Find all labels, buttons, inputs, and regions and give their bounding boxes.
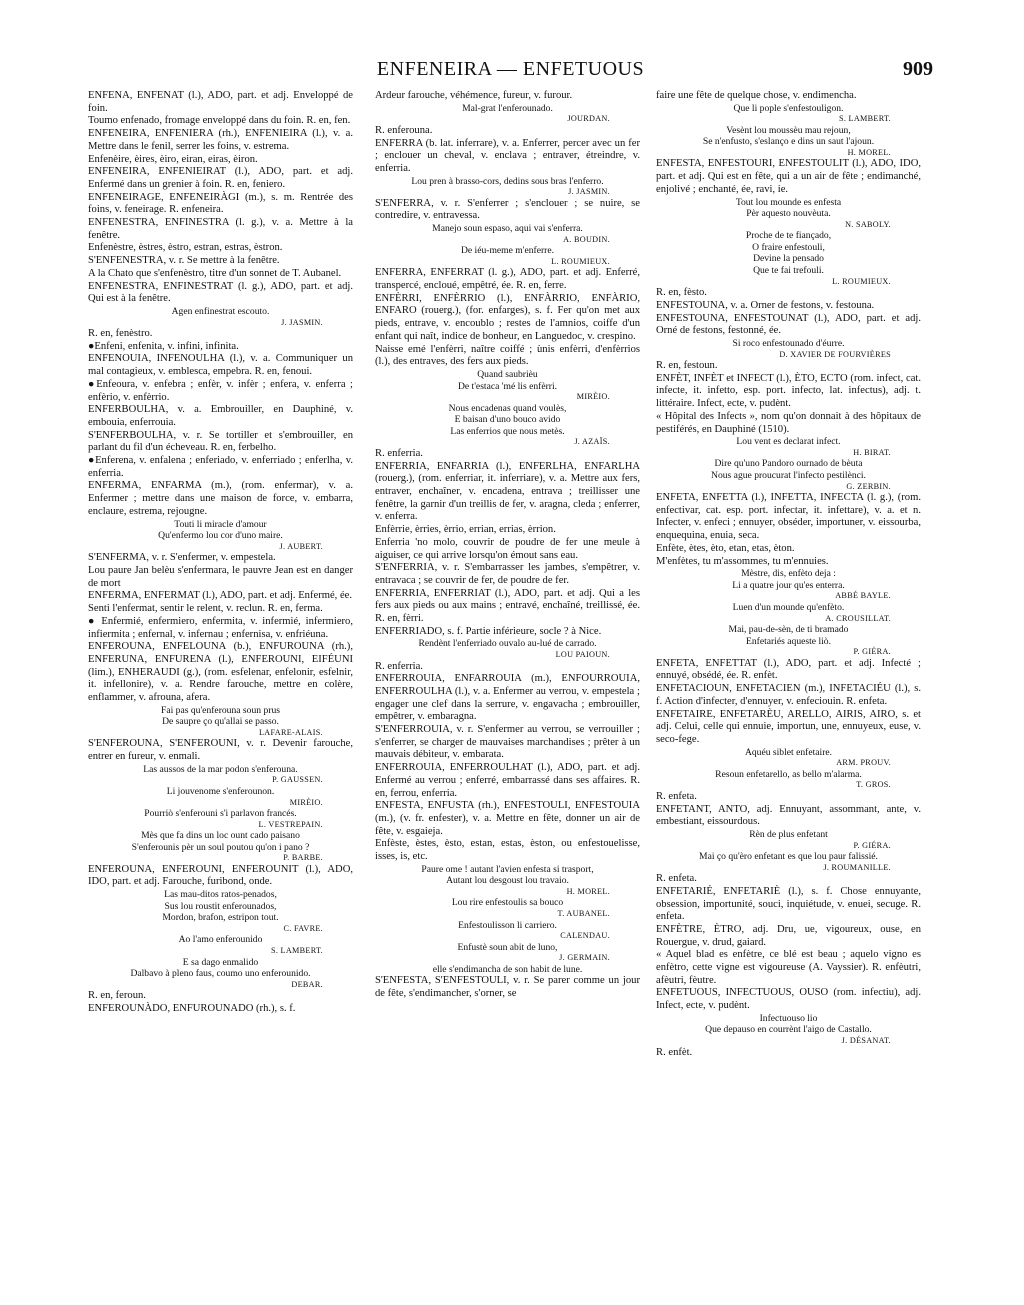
entry-paragraph: Enfète, ètes, èto, etan, etas, èton. <box>656 542 795 554</box>
quotation-line: Que te fai trefouli. <box>753 265 824 277</box>
entry-paragraph: ENFERRIA, ENFARRIA (l.), ENFERLHA, ENFARLHA (rouerg.), (rom. enferriar, it. inferriare), v. a. Mettre aux fers, entraver, enchaîner, v. encadena, entrava ; treillisser une fenêtre, la garnir d'un treillis de fer, v. aragna, cleda ; enferrer, v. enferra. <box>375 460 640 523</box>
source-attribution: P. GIÉRA. <box>853 840 891 850</box>
source-attribution: P. GIÉRA. <box>853 647 891 657</box>
entry-paragraph: ENFÈTRE, ÈTRO, adj. Dru, ue, vigoureux, ouse, en Rouergue, v. drud, gaiard. <box>656 923 921 948</box>
source-attribution: N. SABOLY. <box>845 219 891 229</box>
entry-paragraph: ENFETA, ENFETTA (l.), INFETTA, INFECTA (l. g.), (rom. enfectivar, cat. esp. port. infectar, it. infettare), v. a. et n. Infecter, v. enfeci ; ennuyer, obséder, importuner, v. eissourba, enquequina, enuia, seca. <box>656 492 921 542</box>
entry-paragraph: ENFETAIRE, ENFETARÈU, ARELLO, AIRIS, AIRO, s. et adj. Celui, celle qui ennuie, importun, une, ennuyeux, euse, v. seco-fege. <box>656 708 921 745</box>
entry-paragraph: ENFEROUNÀDO, ENFUROUNADO (rh.), s. f. <box>88 1002 296 1014</box>
entry-paragraph: ENFENESTRA, ENFINESTRAT (l. g.), ADO, part. et adj. Qui est à la fenêtre. <box>88 280 353 305</box>
source-attribution: J. AZAÏS. <box>574 437 610 447</box>
entry-paragraph: ENFERROUIA, ENFERROULHAT (l.), ADO, part. et adj. Enfermé au verrou ; enferré, embarrassé dans ses affaires. R. en, ferrou, enferria. <box>375 762 640 799</box>
source-attribution: H. MOREL. <box>566 886 610 896</box>
quotation-line: Lou vent es declarat infect. <box>736 436 841 448</box>
entry-paragraph: ●Enfeoura, v. enfebra ; enfèr, v. infèr ; enfera, v. enferra ; enfèrio, v. enfèrrio. <box>88 378 353 403</box>
quotation-line: O fraire enfestouli, <box>752 241 825 253</box>
entry-paragraph: ENFETUOUS, INFECTUOUS, OUSO (rom. infectiu), adj. Infect, ecte, v. pudènt. <box>656 987 921 1012</box>
entry-paragraph: R. enfeta. <box>656 873 697 885</box>
quotation-line: Resoun enfetarello, as bello m'alarma. <box>715 768 862 780</box>
quotation-line: Dalbavo à pleno faus, coumo uno enferounido. <box>130 968 311 980</box>
entry-paragraph: Enfenèstre, èstres, èstro, estran, estras, èstron. <box>88 242 283 254</box>
running-header <box>88 58 933 86</box>
source-attribution: P. GAUSSEN. <box>272 775 323 785</box>
quotation-line: Nous ague proucurat l'infecto pestilènci. <box>711 469 866 481</box>
quotation-line: Touti li miracle d'amour <box>174 518 267 530</box>
entry-paragraph: R. en, fenèstro. <box>88 328 153 340</box>
quotation-line: Las mau-ditos ratos-penados, <box>164 889 277 901</box>
entry-paragraph: ENFERMA, ENFARMA (m.), (rom. enfermar), v. a. Enfermer ; mettre dans une maison de force, v. embarra, enclaure, estrema, rejougne. <box>88 480 353 517</box>
source-attribution: T. AUBANEL. <box>557 909 610 919</box>
quotation-line: Que li pople s'enfestouligon. <box>733 102 844 114</box>
quotation-line: Aquéu siblet enfetaire. <box>744 746 833 758</box>
entry-paragraph: ENFENEIRA, ENFENIERA (rh.), ENFENIEIRA (l.), v. a. Mettre dans le fenil, serrer les foins, v. estrema. <box>88 128 353 152</box>
source-attribution: J. GERMAIN. <box>559 953 610 963</box>
entry-paragraph: S'ENFERROUIA, v. r. S'enfermer au verrou, se verrouiller ; s'enferrer, se charger de mauvaises marchandises ; prêter à un mauvais débiteur, v. embarata. <box>375 724 640 761</box>
page-number: 909 <box>903 58 933 80</box>
entry-paragraph: Enfèste, èstes, èsto, estan, estas, èston, ou enfestouelisse, isses, is, etc. <box>375 838 640 863</box>
source-attribution: CALENDAU. <box>560 931 610 941</box>
entry-paragraph: Toumo enfenado, fromage enveloppé dans du foin. R. en, fen. <box>88 115 351 127</box>
source-attribution: H. BIRAT. <box>853 447 891 457</box>
source-attribution: LOU PAIOUN. <box>555 650 610 660</box>
source-attribution: MIRÈIO. <box>289 797 323 807</box>
entry-paragraph: « Aquel blad es enfètre, ce blé est beau ; aquelo vigno es enfètro, cette vigne est vigoureuse (A. Vayssier). R. enfèutri, afèutri, fèutre. <box>656 949 921 986</box>
quotation-line: Pèr aquesto nouvèuta. <box>746 208 831 220</box>
entry-paragraph: ENFEROUNA, ENFELOUNA (b.), ENFUROUNA (rh.), ENFERUNA, ENFURENA (l.), ENFEROUNI, EIFÉUNI (lim.), ENHERAUDI (g.), (rom. esfelenar, enfelonir, esfelnir, it. infellonire), v. a. Rendre farouche, mettre en colère, enflammer, v. afrouna, afera. <box>88 641 353 704</box>
entry-paragraph: M'enfètes, tu m'assommes, tu m'ennuies. <box>656 555 829 567</box>
quotation-line: Qu'enfermo lou cor d'uno maire. <box>158 530 283 542</box>
source-attribution: L. ROUMIEUX. <box>551 256 610 266</box>
quotation-line: Enfustè soun abit de luno, <box>457 941 558 953</box>
source-attribution: L. VESTREPAIN. <box>258 819 323 829</box>
quotation-line: De iéu-meme m'enferre. <box>460 245 555 257</box>
entry-paragraph: « Hôpital des Infects », nom qu'on donnait à des hôpitaux de pestiférés, en Dauphiné (1510). <box>656 410 921 435</box>
entry-paragraph: ENFESTA, ENFESTOURI, ENFESTOULIT (l.), ADO, IDO, part. et adj. Qui est en fête, qui a un air de fête ; endimanché, enjolivé ; enchanté, ée, ravi, ie. <box>656 158 921 195</box>
entry-paragraph: Senti l'enfermat, sentir le relent, v. reclun. R. en, ferma. <box>88 603 323 615</box>
entry-paragraph: S'ENFENESTRA, v. r. Se mettre à la fenêtre. <box>88 255 280 267</box>
quotation-line: Pourriò s'enferouni s'i parlavon francés. <box>144 808 297 819</box>
source-attribution: A. CROUSILLAT. <box>825 613 891 623</box>
source-attribution: JOURDAN. <box>567 114 610 124</box>
quotation-line: Tout lou mounde es enfesta <box>735 196 842 208</box>
quotation-line: Fai pas qu'enferouna soun prus <box>161 704 280 716</box>
quotation-line: S'enferounis pèr un soul poutou qu'on i pano ? <box>131 841 310 853</box>
quotation-line: De saupre ço qu'allai se passo. <box>162 716 279 728</box>
source-attribution: H. MOREL. <box>847 147 891 157</box>
entry-paragraph: R. en, festoun. <box>656 360 718 372</box>
entry-paragraph: R. enfeta. <box>656 790 697 802</box>
column-middle <box>375 90 640 1290</box>
entry-paragraph: R. enferria. <box>375 660 423 672</box>
source-attribution: J. JASMIN. <box>281 317 323 327</box>
entry-paragraph: S'ENFERRA, v. r. S'enferrer ; s'enclouer ; se nuire, se contredire, v. entravessa. <box>375 197 640 222</box>
quotation-line: Li a quatre jour qu'es enterra. <box>732 579 845 591</box>
quotation-line: elle s'endimancha de son habit de lune. <box>432 963 583 975</box>
entry-paragraph: faire une fête de quelque chose, v. endimencha. <box>656 90 857 101</box>
quotation-line: Mai, pau-de-sèn, de ti bramado <box>728 624 849 636</box>
entry-paragraph: R. enferria. <box>375 447 423 459</box>
quotation-line: Proche de te fiançado, <box>745 230 832 242</box>
source-attribution: LAFARE-ALAIS. <box>258 727 323 737</box>
quotation-line: Sus lou roustit enferounados, <box>164 900 277 912</box>
quotation-line: Quand saubrièu <box>477 368 538 380</box>
entry-paragraph: Enfenèire, èires, èiro, eiran, eiras, èiron. <box>88 153 258 165</box>
quotation-line: Mal-grat l'enferounado. <box>462 102 553 114</box>
entry-paragraph: ENFERMA, ENFERMAT (l.), ADO, part. et adj. Enfermé, ée. <box>88 590 353 602</box>
source-attribution: ABBÉ BAYLE. <box>835 591 891 601</box>
entry-paragraph: ENFENA, ENFENAT (l.), ADO, part. et adj. Enveloppé de foin. <box>88 90 353 114</box>
source-attribution: D. XAVIER DE FOURVIÈRES <box>779 349 891 359</box>
entry-paragraph: ENFESTA, ENFUSTA (rh.), ENFESTOULI, ENFESTOUIA (m.), (v. fr. enfester), v. a. Mettre en fête, donner un air de fête, v. esgaieja. <box>375 800 640 837</box>
quotation-line: Enfetariés aqueste liò. <box>746 635 831 647</box>
source-attribution: T. GROS. <box>856 780 891 790</box>
quotation-line: Paure ome ! autant l'avien enfesta si trasport, <box>421 863 594 875</box>
quotation-line: Que depauso en courrènt l'aigo de Castallo. <box>705 1024 872 1036</box>
entry-paragraph: ●Enfeni, enfenita, v. infini, infinita. <box>88 340 239 352</box>
entry-paragraph: ENFÈRRI, ENFÈRRIO (l.), ENFÀRRIO, ENFÀRIO, ENFARO (rouerg.), (for. enfarges), s. f. Fer qu'on met aux pieds, entrave, v. encoublo ; restes de l'amnios, coiffe d'un enfant qui naît, indice de bonheur, en Languedoc, v. crespino. <box>375 292 640 342</box>
quotation-line: Devine la pensado <box>753 253 824 265</box>
quotation-line: Infectuouso lio <box>759 1012 818 1024</box>
source-attribution: G. ZERBIN. <box>846 481 891 491</box>
entry-paragraph: S'ENFERMA, v. r. S'enfermer, v. empestela. <box>88 552 276 564</box>
source-attribution: J. ROUMANILLE. <box>823 862 891 872</box>
quotation-line: Lou rire enfestoulis sa bouco <box>451 897 564 909</box>
source-attribution: DEBAR. <box>291 979 323 989</box>
quotation-line: Mèstre, dis, enfèto deja : <box>741 568 836 580</box>
quotation-line: Mai ço qu'èro enfetant es que lou paur falissié. <box>699 851 878 863</box>
source-attribution: P. BARBE. <box>283 853 323 863</box>
entry-paragraph: ENFERRA (b. lat. inferrare), v. a. Enferrer, percer avec un fer ; enclouer un cheval, v. enclava ; entraver, étreindre, v. enferria. <box>375 137 640 174</box>
quotation-line: De t'estaca 'mé lis enfèrri. <box>457 380 558 392</box>
quotation-line: Mès que fa dins un loc ount cado paisano <box>141 830 300 842</box>
source-attribution: MIRÈIO. <box>576 392 610 402</box>
entry-paragraph: ENFETACIOUN, ENFETACIEN (m.), INFETACIÉU (l.), s. f. Action d'infecter, d'ennuyer, v. enfeciouin. R. enfeta. <box>656 683 921 707</box>
source-attribution: J. AUBERT. <box>279 541 323 551</box>
entry-paragraph: ENFERROUIA, ENFARROUIA (m.), ENFOURROUIA, ENFERROULHA (l.), v. a. Enfermer au verrou, v. empestela ; engager une clef dans la serrure, v. engavacha ; embrouiller, empêtrer, v. embaragna. <box>375 673 640 723</box>
entry-paragraph: Enfèrrie, èrries, èrrio, errian, errias, èrrion. <box>375 524 556 536</box>
quotation-line: Vesènt lou moussèu mau rejoun, <box>726 124 851 136</box>
quotation-line: Las aussos de la mar podon s'enferouna. <box>143 763 298 775</box>
quotation-line: Lou pren à brasso-cors, dedins sous bras l'enferro. <box>411 175 604 187</box>
quotation-line: Luen d'un mounde qu'enfèto. <box>732 601 845 613</box>
entry-paragraph: ENFERRIA, ENFERRIAT (l.), ADO, part. et adj. Qui a les fers aux pieds ou aux mains ; entravé, enchaîné, treillissé, ée. R. en, fèrri. <box>375 587 640 625</box>
quotation-line: Nous encadenas quand voulès, <box>448 402 567 414</box>
entry-paragraph: S'ENFERBOULHA, v. r. Se tortiller et s'embrouiller, en parlant du fil d'un écheveau. R. en, ferbelho. <box>88 429 353 454</box>
column-left <box>88 90 353 1290</box>
source-attribution: S. LAMBERT. <box>270 946 323 956</box>
quotation-line: Manejo soun espaso, aqui vai s'enferra. <box>432 223 583 235</box>
quotation-line: Las enferrios que nous metès. <box>450 425 565 437</box>
quotation-line: Mordon, brafon, estripon tout. <box>162 912 279 924</box>
source-attribution: J. JASMIN. <box>568 187 610 197</box>
entry-paragraph: ENFETA, ENFETTAT (l.), ADO, part. et adj. Infecté ; ennuyé, obsédé, ée. R. enfèt. <box>656 657 921 682</box>
quotation-line: Rendènt l'enferriado ouvalo au-lué de carrado. <box>418 638 597 650</box>
entry-paragraph: ENFERBOULHA, v. a. Embrouiller, en Dauphiné, v. embouia, enferrouia. <box>88 404 353 428</box>
entry-paragraph: ENFÈT, INFÈT et INFECT (l.), ÈTO, ECTO (rom. infect, cat. infecte, it. infetto, esp. port. infecto, lat. infectus), adj. t. littéraire. Infect, ecte, v. pudènt. <box>656 372 921 410</box>
quotation-line: Agen enfinestrat escouto. <box>171 305 270 317</box>
source-attribution: J. DÉSANAT. <box>841 1036 891 1046</box>
entry-paragraph: ENFENEIRA, ENFENIEIRAT (l.), ADO, part. et adj. Enfermé dans un grenier à foin. R. en, feniero. <box>88 166 353 190</box>
entry-paragraph: ENFENESTRA, ENFINESTRA (l. g.), v. a. Mettre à la fenêtre. <box>88 217 353 241</box>
entry-paragraph: S'ENFESTA, S'ENFESTOULI, v. r. Se parer comme un jour de fête, s'endimancher, s'orner, se <box>375 975 640 1000</box>
quotation-line: Ao l'amo enferounido <box>178 934 263 946</box>
entry-paragraph: S'ENFEROUNA, S'ENFEROUNI, v. r. Devenir farouche, entrer en fureur, v. enmali. <box>88 738 353 763</box>
quotation-line: E sa dago enmalido <box>182 956 259 968</box>
quotation-line: E baisan d'uno bouco avido <box>454 414 561 426</box>
entry-paragraph: ENFETANT, ANTO, adj. Ennuyant, assommant, ante, v. embestiant, eissourdous. <box>656 803 921 828</box>
entry-paragraph: ● Enfermié, enfermiero, enfermita, v. infermié, infermiero, infiermita ; enfernal, v. infernau ; enfernisa, v. enfriéuna. <box>88 615 353 640</box>
source-attribution: L. ROUMIEUX. <box>832 276 891 286</box>
entry-paragraph: ENFERRA, ENFERRAT (l. g.), ADO, part. et adj. Enferré, transpercé, encloué, empêtré, ée. R. en, ferre. <box>375 267 640 291</box>
entry-paragraph: Enferria 'no molo, couvrir de poudre de fer une meule à aiguiser, ce qui arrive lorsqu'on émout sans eau. <box>375 536 640 561</box>
column-right <box>656 90 921 1290</box>
page-title: ENFENEIRA — ENFETUOUS <box>376 58 645 80</box>
source-attribution: A. BOUDIN. <box>563 234 610 244</box>
quotation-line: Autant lou desgoust lou travaio. <box>446 875 569 887</box>
source-attribution: ARM. PROUV. <box>836 758 891 768</box>
entry-paragraph: Naisse emé l'enfèrri, naître coiffé ; ùnis enfèrri, d'enfèrrios (l.), des entraves, des fers aux pieds. <box>375 343 640 368</box>
entry-paragraph: ENFERRIADO, s. f. Partie inférieure, socle ? à Nice. <box>375 625 602 637</box>
source-attribution: S. LAMBERT. <box>838 114 891 124</box>
entry-paragraph: R. enfèt. <box>656 1046 693 1058</box>
entry-paragraph: ENFEROUNA, ENFEROUNI, ENFEROUNIT (l.), ADO, IDO, part. et adj. Farouche, furibond, onde. <box>88 863 353 888</box>
entry-paragraph: ●Enferena, v. enfalena ; enferiado, v. enferriado ; enferlha, v. enferria. <box>88 455 353 479</box>
source-attribution: C. FAVRE. <box>283 923 323 933</box>
entry-paragraph: ENFETARIÉ, ENFETARIÈ (l.), s. f. Chose ennuyante, obsession, importunité, souci, inquiétude, v. enuei, secuge. R. enfeta. <box>656 885 921 923</box>
quotation-line: Se n'enfusto, s'eslanço e dins un saut l'ajoun. <box>702 136 875 148</box>
entry-paragraph: A la Chato que s'enfenèstro, titre d'un sonnet de T. Aubanel. <box>88 267 342 279</box>
entry-paragraph: ENFESTOUNA, ENFESTOUNAT (l.), ADO, part. et adj. Orné de festons, festonné, ée. <box>656 312 921 337</box>
entry-paragraph: ENFESTOUNA, v. a. Orner de festons, v. festouna. <box>656 299 875 311</box>
quotation-line: Li jouvenome s'enferounon. <box>166 785 275 797</box>
quotation-line: Enfestoulisson li carriero. <box>458 919 557 931</box>
quotation-line: Rèn de plus enfetant <box>749 828 828 840</box>
quotation-line: Si roco enfestounado d'éurre. <box>732 337 845 349</box>
entry-paragraph: S'ENFERRIA, v. r. S'embarrasser les jambes, s'empêtrer, v. entravaca ; se couvrir de fer, de poudre de fer. <box>375 562 640 586</box>
entry-paragraph: R. enferouna. <box>375 124 433 136</box>
entry-paragraph: R. en, feroun. <box>88 990 146 1002</box>
entry-paragraph: ENFENEIRAGE, ENFENEIRÀGI (m.), s. m. Rentrée des foins, v. feneirage. R. enfeneira. <box>88 191 353 216</box>
entry-paragraph: Ardeur farouche, véhémence, fureur, v. furour. <box>375 90 573 101</box>
entry-paragraph: ENFENOUIA, INFENOULHA (l.), v. a. Communiquer un mal contagieux, v. emblesca, empebra. R. en, fenoui. <box>88 353 353 378</box>
entry-paragraph: R. en, fèsto. <box>656 287 707 299</box>
entry-paragraph: Lou paure Jan belèu s'enfermara, le pauvre Jean est en danger de mort <box>88 564 353 589</box>
quotation-line: Dire qu'uno Pandoro ournado de bèuta <box>714 458 863 470</box>
